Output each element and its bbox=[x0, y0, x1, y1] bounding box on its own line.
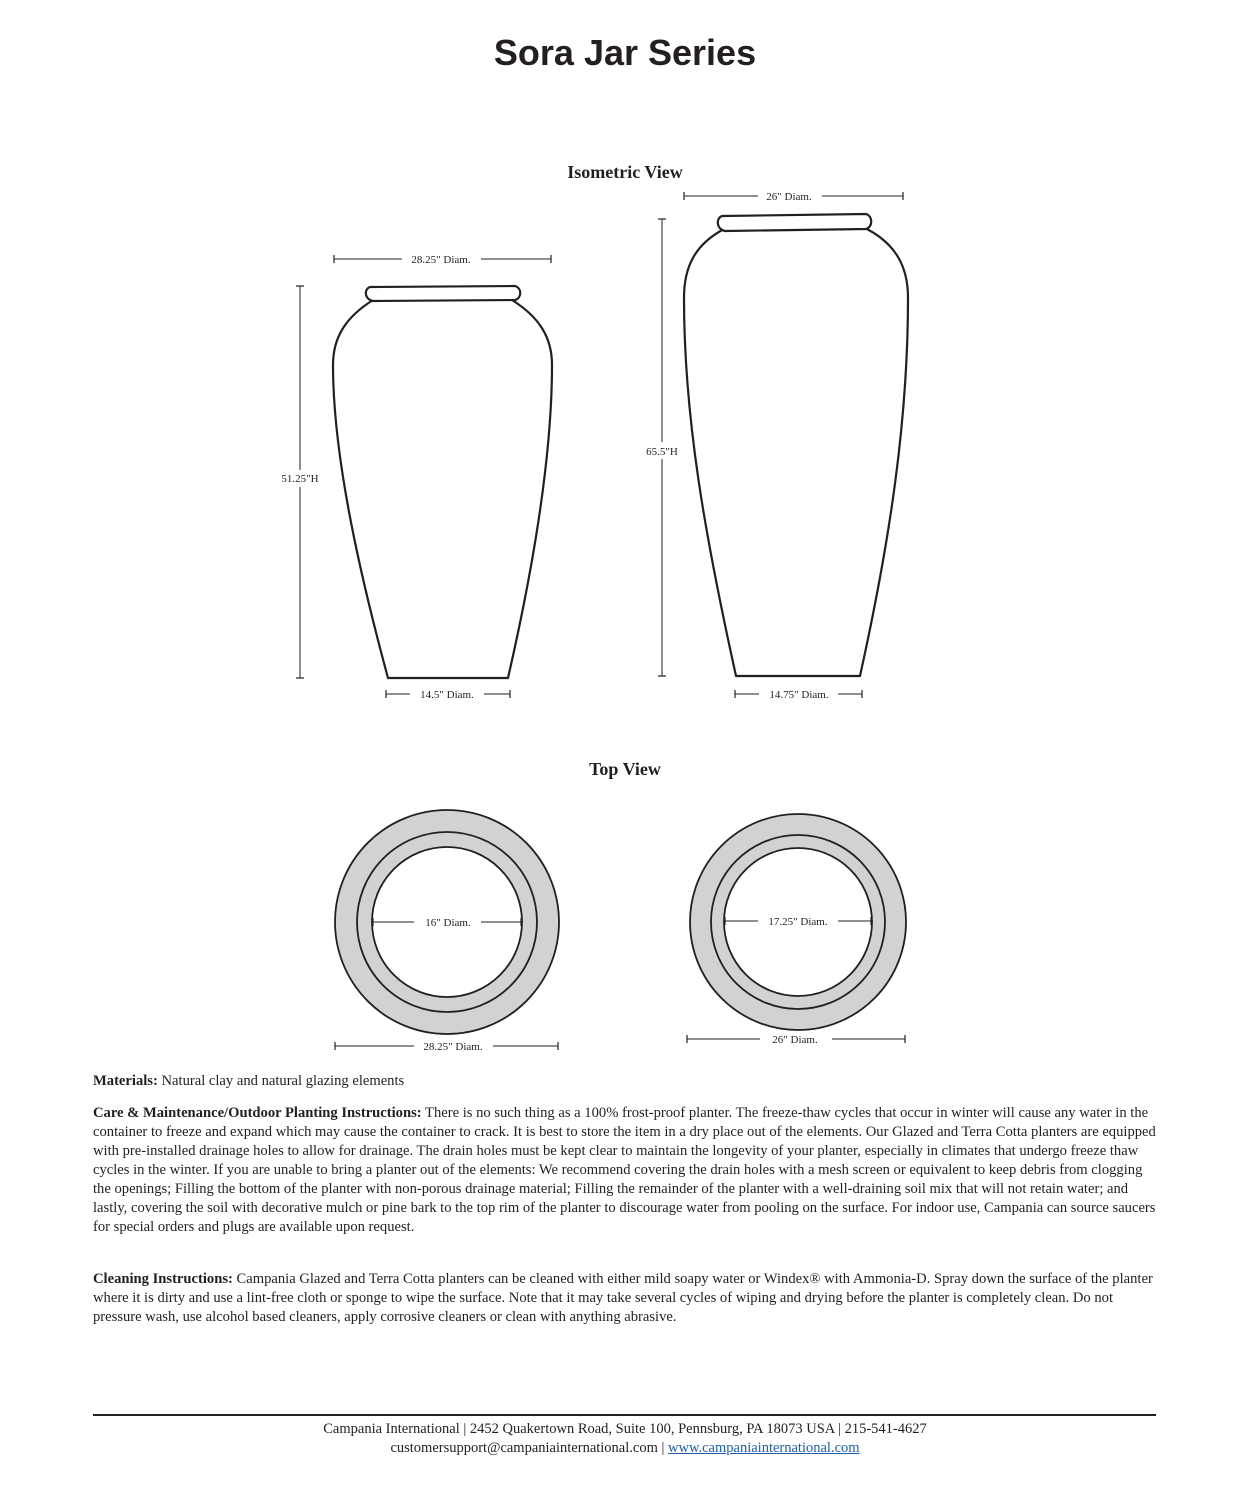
footer-address: Campania International | 2452 Quakertown Road, Suite 100, Pennsburg, PA 18073 USA | 215-541-4627 bbox=[323, 1421, 927, 1437]
cleaning-label: Cleaning Instructions: bbox=[93, 1271, 233, 1287]
footer-divider bbox=[93, 1414, 1156, 1416]
jar-2-height-label: 65.5"H bbox=[646, 446, 678, 458]
jar-2-top-dimension bbox=[684, 191, 903, 203]
footer-website-link[interactable]: www.campaniainternational.com bbox=[668, 1440, 860, 1456]
jar-1-base-diameter-label: 14.5" Diam. bbox=[420, 689, 474, 701]
jar-2-top-diameter-label: 26" Diam. bbox=[766, 191, 812, 203]
jar-2-profile bbox=[684, 214, 908, 676]
page-title: Sora Jar Series bbox=[493, 32, 757, 73]
circle-2-outer-diameter-label: 26" Diam. bbox=[772, 1034, 818, 1046]
jar-1-base-dimension bbox=[386, 689, 510, 701]
top-view-circle-2 bbox=[690, 814, 906, 1030]
materials-text: Natural clay and natural glazing elements bbox=[157, 1073, 405, 1089]
footer-separator: | bbox=[657, 1440, 669, 1456]
materials-paragraph bbox=[93, 1072, 1158, 1091]
care-label: Care & Maintenance/Outdoor Planting Instructions: bbox=[93, 1105, 422, 1121]
circle-1-outer-dimension bbox=[335, 1041, 558, 1053]
circle-1-outer-diameter-label: 28.25" Diam. bbox=[423, 1041, 483, 1053]
top-view-heading: Top View bbox=[589, 759, 661, 779]
cleaning-paragraph bbox=[93, 1270, 1158, 1327]
materials-label: Materials: bbox=[93, 1073, 158, 1089]
isometric-view-heading: Isometric View bbox=[567, 162, 683, 182]
jar-2-base-dimension bbox=[735, 689, 862, 701]
footer-email: customersupport@campaniainternational.com bbox=[390, 1440, 658, 1456]
jar-1-profile bbox=[333, 286, 552, 678]
footer-contact bbox=[0, 1440, 1250, 1457]
top-view-circle-1 bbox=[335, 810, 559, 1034]
jar-1-height-label: 51.25"H bbox=[281, 473, 319, 485]
circle-2-outer-dimension bbox=[687, 1034, 905, 1046]
circle-2-inner-diameter-label: 17.25" Diam. bbox=[768, 916, 828, 928]
jar-1-top-diameter-label: 28.25" Diam. bbox=[411, 254, 471, 266]
jar-1-height-dimension bbox=[281, 286, 318, 678]
jar-2-base-diameter-label: 14.75" Diam. bbox=[769, 689, 829, 701]
jar-1-top-dimension bbox=[334, 254, 551, 266]
cleaning-text: Campania Glazed and Terra Cotta planters can be cleaned with either mild soapy water or Windex® with Ammonia-D. Spray down the surface of the planter where it is dirty and use a lint-free cloth or sponge to wipe the surface. Note that it may take several cycles of wiping and drying before the planter is completely clean. Do not pressure wash, use alcohol based cleaners, apply corrosive cleaners or clean with anything abrasive. bbox=[93, 1271, 1153, 1325]
care-text: There is no such thing as a 100% frost-proof planter. The freeze-thaw cycles that occur in winter will cause any water in the container to freeze and expand which may cause the container to crack. It is best to store the item in a dry place out of the elements. Our Glazed and Terra Cotta planters are equipped with pre-installed drainage holes to allow for drainage. The drain holes must be kept clear to maintain the longevity of your planter, especially in climates that undergo freeze thaw cycles in the winter. If you are unable to bring a planter out of the elements: We recommend covering the drain holes with a mesh screen or equivalent to keep debris from clogging the openings; Filling the bottom of the planter with non-porous drainage material; Filling the remainder of the planter with a well-draining soil mix that will not retain water; and lastly, covering the soil with decorative mulch or pine bark to the top rim of the planter to discourage water from pooling on the surface. For indoor use, Campania can source saucers for special orders and plugs are available upon request. bbox=[93, 1105, 1156, 1235]
jar-2-height-dimension bbox=[646, 219, 678, 676]
circle-1-inner-diameter-label: 16" Diam. bbox=[425, 917, 471, 929]
care-paragraph bbox=[93, 1104, 1158, 1237]
